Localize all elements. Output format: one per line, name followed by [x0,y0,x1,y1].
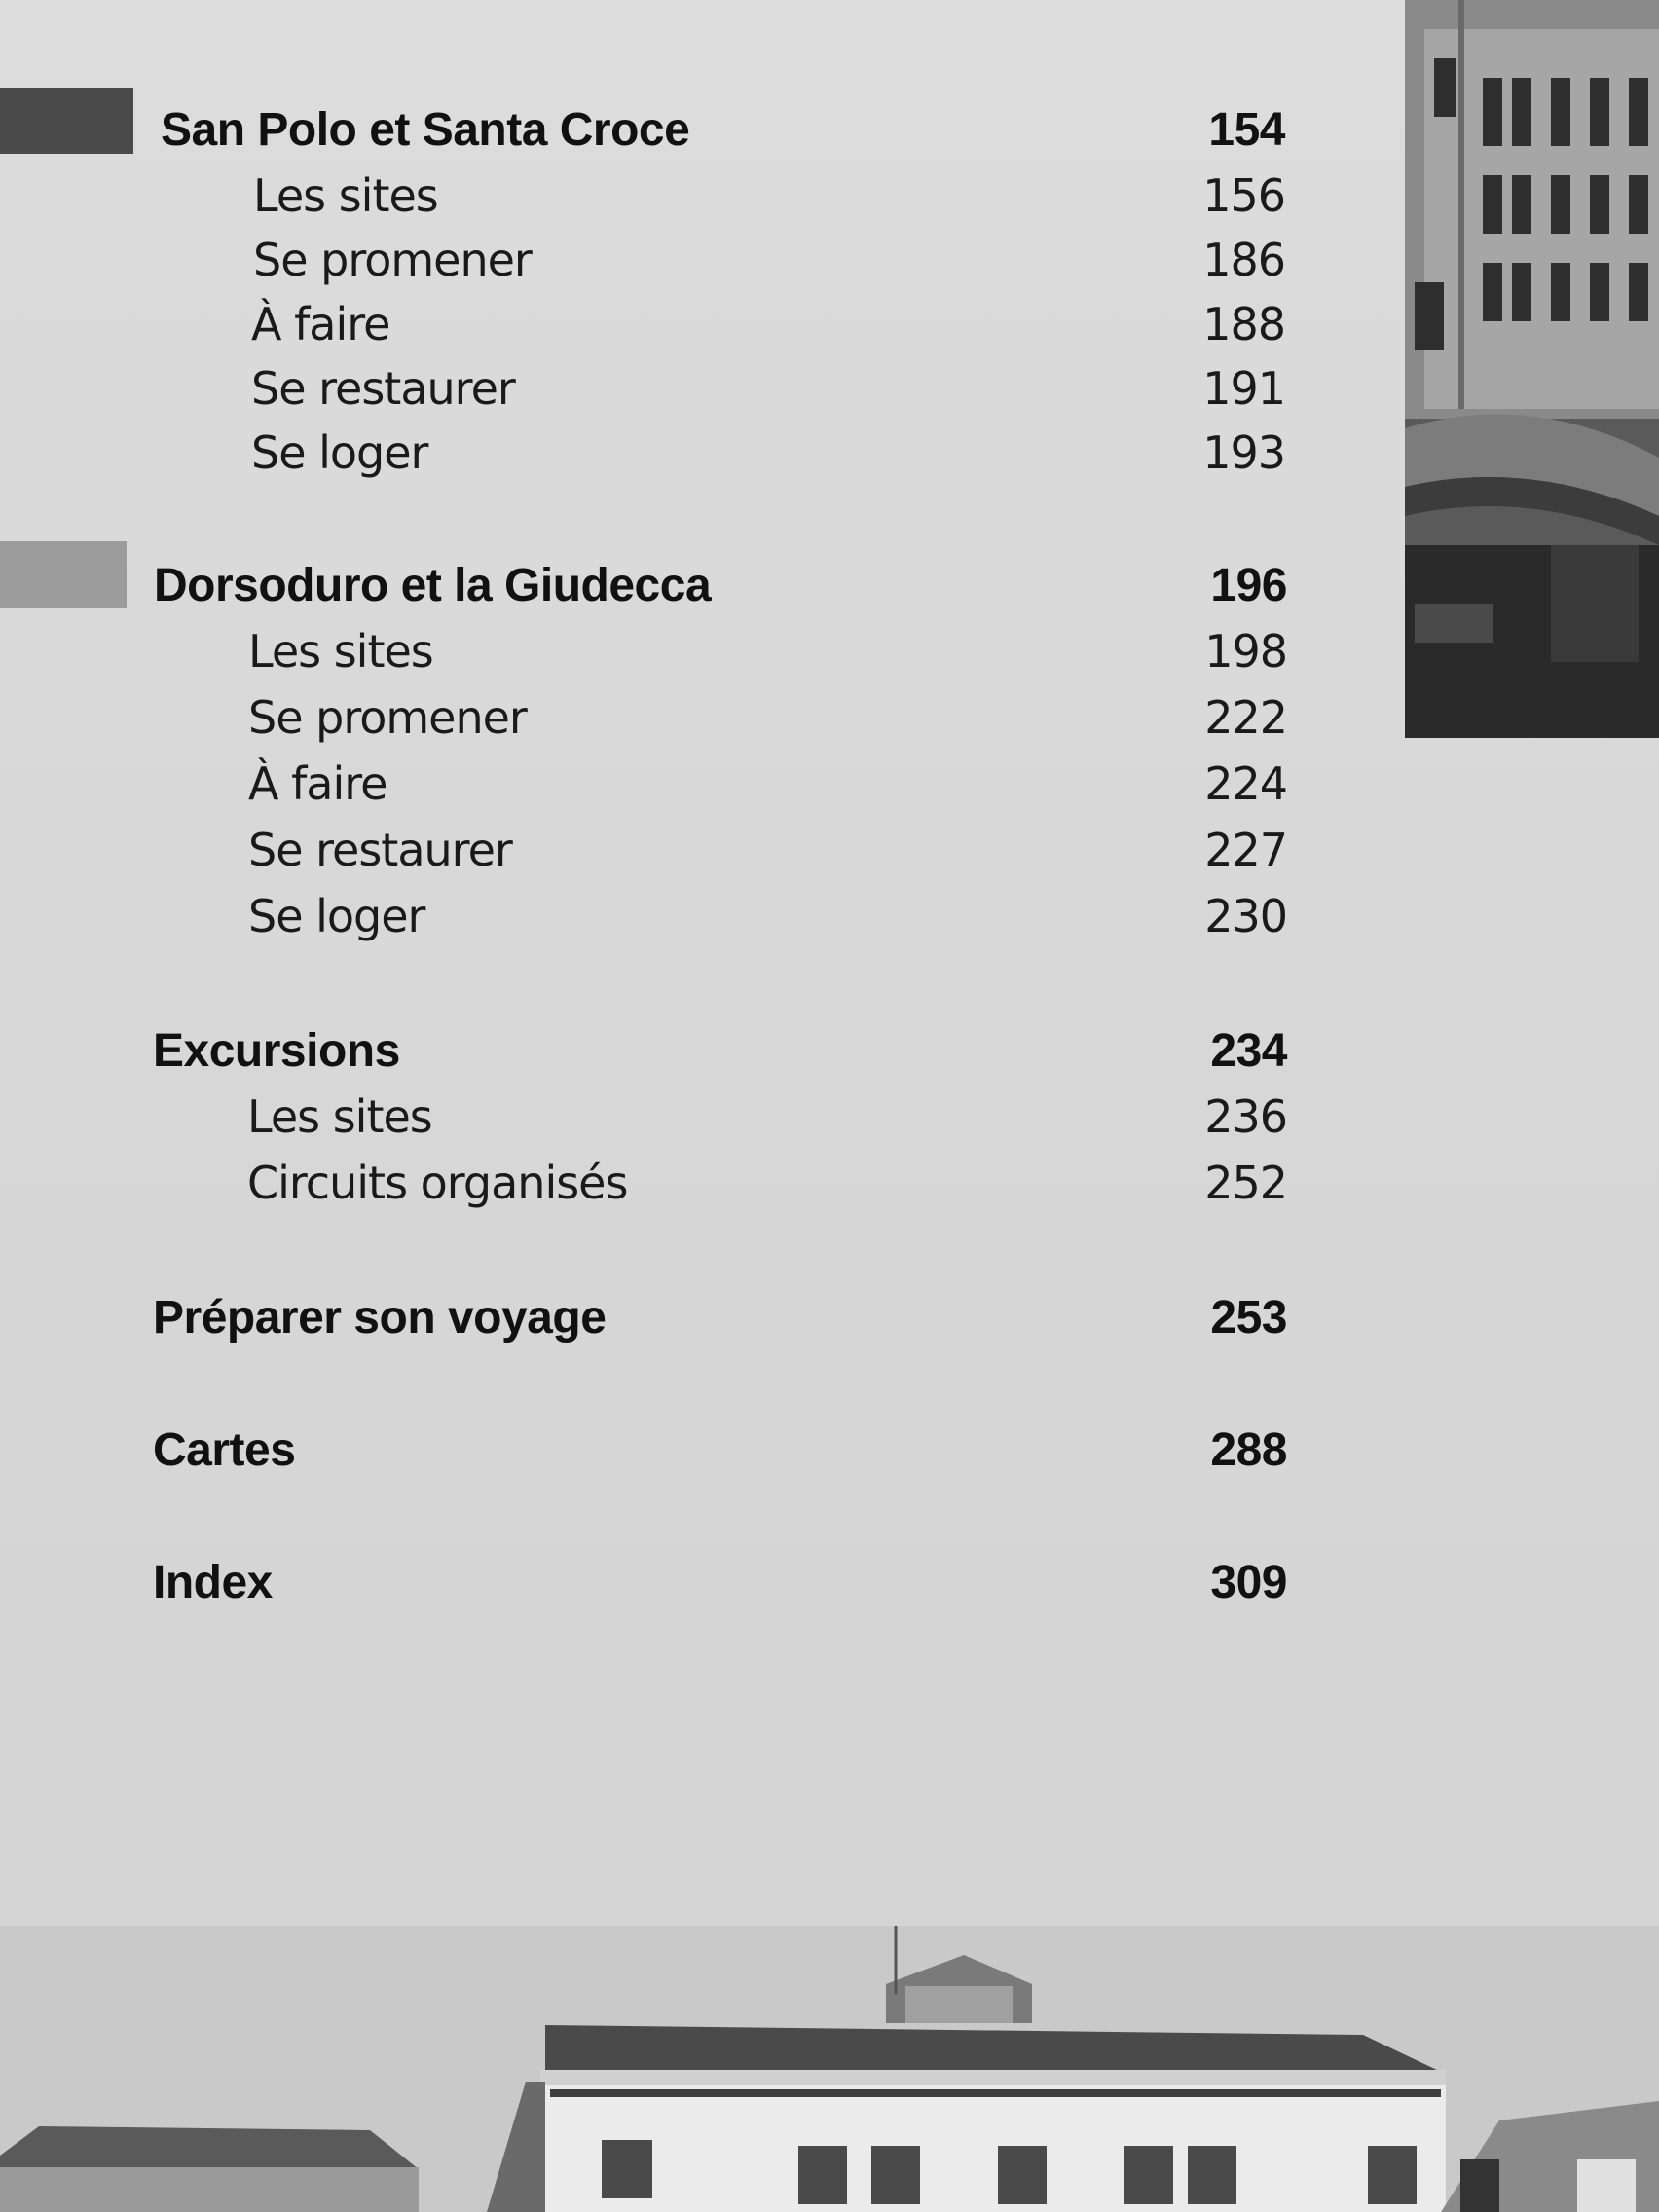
toc-page-number: 230 [1204,890,1287,942]
toc-page-number: 224 [1204,757,1287,810]
toc-page-number: 198 [1204,625,1287,678]
toc-heading-label: Index [153,1557,273,1608]
toc-heading-row[interactable] [161,103,1285,167]
toc-item-row[interactable] [248,757,1287,822]
toc-heading-row[interactable] [153,1423,1287,1488]
toc-item-row[interactable] [253,234,1285,298]
toc-page-number: 253 [1210,1292,1287,1344]
toc-page-number: 252 [1204,1157,1287,1209]
rooftops-illustration [0,1926,1659,2212]
toc-item-label: Circuits organisés [247,1157,628,1209]
toc-item-label: Se loger [248,890,425,942]
section-marker [0,88,133,154]
toc-item-label: Les sites [247,1090,432,1143]
toc-page-number: 186 [1202,234,1285,286]
toc-page-number: 309 [1210,1557,1287,1608]
toc-item-label: Les sites [248,625,433,678]
toc-item-label: À faire [251,298,390,350]
toc-item-row[interactable] [248,824,1287,888]
section-marker [0,541,127,608]
toc-page-number: 154 [1208,104,1285,156]
toc-item-row[interactable] [251,426,1285,491]
toc-item-label: Se promener [248,691,527,744]
toc-page-number: 193 [1202,426,1285,479]
toc-heading-label: Dorsoduro et la Giudecca [154,560,712,611]
toc-heading-label: San Polo et Santa Croce [161,104,690,156]
toc-item-row[interactable] [248,625,1287,689]
toc-page-number: 191 [1202,362,1285,415]
toc-item-row[interactable] [253,169,1285,234]
toc-item-row[interactable] [247,1157,1287,1221]
toc-item-row[interactable] [251,298,1285,362]
toc-page-number: 196 [1210,560,1287,611]
toc-item-label: Se promener [253,234,532,286]
building-bridge-illustration [1405,0,1659,738]
toc-page-number: 288 [1210,1424,1287,1476]
top-right-photo [1405,0,1659,738]
toc-heading-row[interactable] [154,559,1287,623]
toc-heading-label: Préparer son voyage [153,1292,607,1344]
toc-item-row[interactable] [248,890,1287,954]
toc-page-number: 236 [1204,1090,1287,1143]
toc-page-number: 227 [1204,824,1287,876]
toc-heading-row[interactable] [153,1024,1287,1088]
toc-page-number: 156 [1202,169,1285,222]
toc-heading-row[interactable] [153,1556,1287,1620]
toc-item-row[interactable] [248,691,1287,756]
toc-item-label: Se restaurer [251,362,515,415]
bottom-photo [0,1926,1659,2212]
toc-page-number: 222 [1204,691,1287,744]
toc-page-number: 188 [1202,298,1285,350]
toc-heading-label: Excursions [153,1025,400,1077]
toc-item-label: À faire [248,757,387,810]
toc-item-row[interactable] [251,362,1285,426]
toc-heading-label: Cartes [153,1424,296,1476]
toc-item-label: Les sites [253,169,438,222]
toc-heading-row[interactable] [153,1291,1287,1355]
toc-item-label: Se restaurer [248,824,512,876]
toc-item-label: Se loger [251,426,428,479]
toc-item-row[interactable] [247,1090,1287,1155]
toc-page-number: 234 [1210,1025,1287,1077]
